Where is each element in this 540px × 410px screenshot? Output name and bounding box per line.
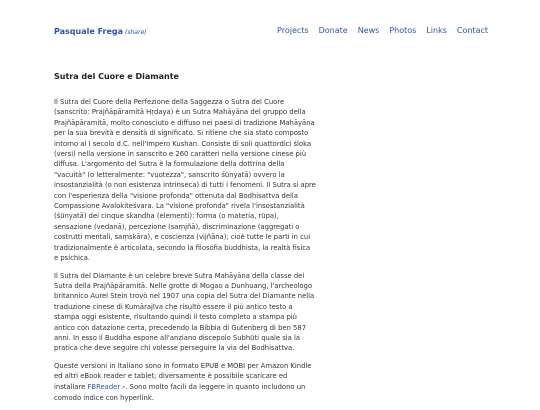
paragraph-diamond-sutra: Il Sutra del Diamante è un celebre breve Sutra Mahāyāna della classe dei Sutra della Prajñāpāramitā. Nelle grotte di Mogao a Dunhuang, l'archeologo britannico Aurel Stein trovò nel 1907 una copia del Sutra del Diamante nella traduzione cinese di Kumārajīva che risultò essere il più antico testo a stampa oggi esistente, risultando quindi il testo completo a stampa più antico con datazione certa, precedendo la Bibbia di Gutenberg di ben 587 anni. In esso il Buddha espone all'anziano discepolo Subhūti quale sia la pratica che deve seguire chi volesse perseguire la via del Bodhisattva. (54, 271, 315, 353)
article-title: Sutra del Cuore e Diamante (54, 72, 179, 81)
paragraph-heart-sutra: Il Sutra del Cuore della Perfezione della Saggezza o Sutra del Cuore (sanscrito: Prajñāpāramitā Hṛdaya) è un Sutra Mahāyāna del gruppo della Prajñāpāramitā, molto conosciuto e diffuso nei paesi di tradizione Mahāyāna per la sua brevità e densità di significato. Si ritiene che sia stato composto intorno al I secolo d.C. nell'Impero Kushan. Consiste di soli quattordici śloka (versi) nella versione in sanscrito e 260 caratteri nella versione cinese più diffusa. L'argomento del Sutra è la formulazione della dottrina della "vacuità" (o letteralmente: "vuotezza", sanscrito śūnyatā) ovvero la insostanzialità (o non esistenza intrinseca) di tutti i fenomeni. Il Sutra si apre con l'esperienza della "visione profonda" ottenuta dal Bodhisattva della Compassione Avalokiteśvara. La "visione profonda" rivela l'insostanzialità (śūnyatā) dei cinque skandha (elementi): forma (o materia, rūpa), sensazione (vedanā), percezione (saṃjñā), discriminazione (aggregati o costrutti mentali, saṃskāra), e coscienza (vijñāna); cioè tutte le parti in cui tradizionalmente è articolata, secondo la filosofia buddhista, la realtà fisica e psichica. (54, 98, 316, 263)
nav-photos[interactable]: Photos (389, 26, 417, 35)
fbreader-link[interactable]: FBReader (87, 382, 121, 391)
site-brand[interactable] (54, 27, 146, 36)
nav-projects[interactable]: Projects (277, 26, 309, 35)
share-link[interactable]: (share) (125, 29, 147, 36)
main-nav (277, 26, 488, 35)
nav-links[interactable]: Links (426, 26, 447, 35)
paragraph-downloads (54, 361, 316, 404)
nav-donate[interactable]: Donate (318, 26, 348, 35)
external-link-icon: ↗ (121, 384, 126, 391)
downloads-text-before: Queste versioni in Italiano sono in formato EPUB e MOBI per Amazon Kindle ed altri eBook reader e tablet; diversamente è possibile scaricare ed installare (54, 361, 312, 391)
nav-contact[interactable]: Contact (456, 26, 488, 35)
brand-name[interactable]: Pasquale Frega (54, 27, 124, 36)
downloads-text-after: . Sono molto facili da leggere in quanto includono un comodo indice con hyperlink. (54, 382, 306, 402)
site-header (0, 0, 540, 60)
article-content (54, 71, 316, 410)
nav-news[interactable]: News (357, 26, 380, 35)
